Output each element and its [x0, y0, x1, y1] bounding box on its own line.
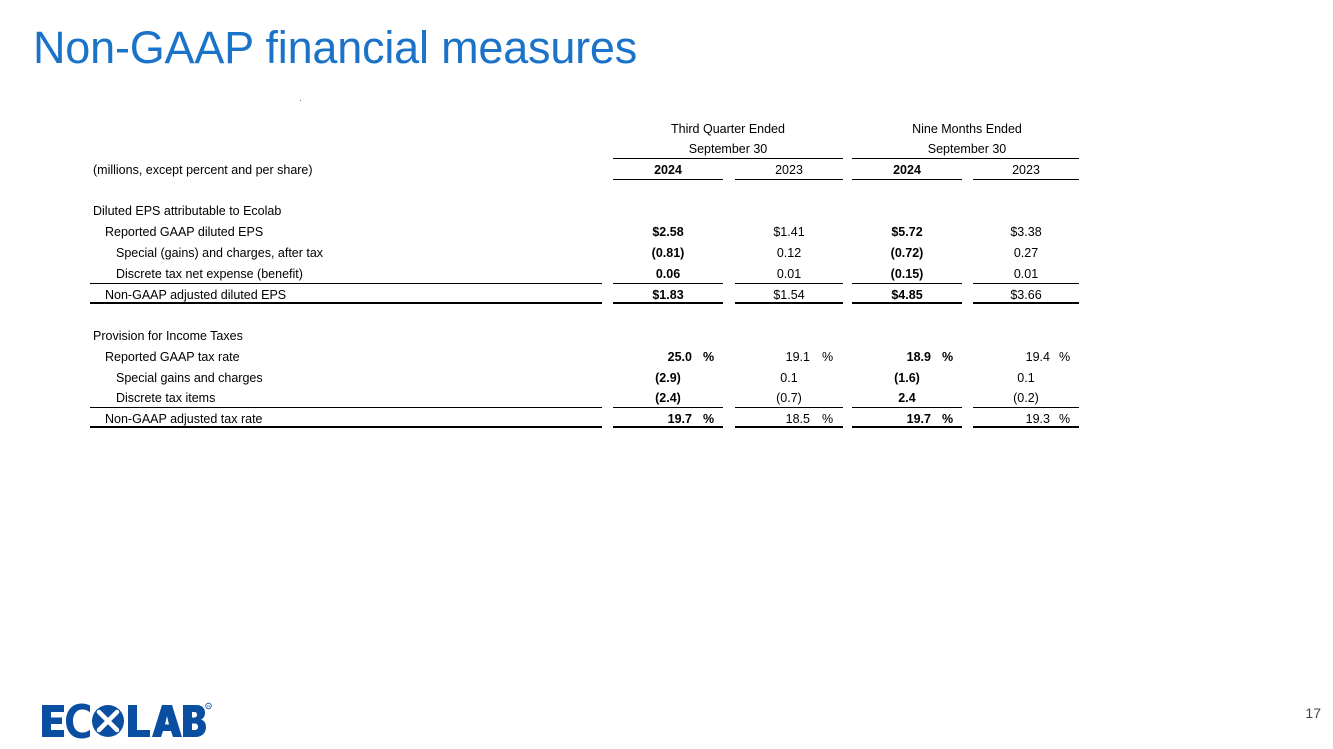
tax-row-1-pct1: %: [703, 350, 715, 364]
eps-subtotal-rule-1: [613, 283, 723, 284]
year-rule-3: [852, 179, 962, 180]
tax-row-1-v1: 25.0: [667, 350, 692, 364]
eps-total-rule-1: [613, 302, 723, 304]
tax-row-3-v1: (2.4): [655, 391, 681, 405]
eps-row-3-v4: 0.01: [1013, 267, 1039, 281]
tax-total-v1: 19.7: [667, 412, 692, 426]
tax-row-3-v2: (0.7): [776, 391, 802, 405]
eps-row-3-v3: (0.15): [890, 267, 924, 281]
tax-row-2-v4: 0.1: [1017, 371, 1035, 385]
eps-row-2-v4: 0.27: [1013, 246, 1039, 260]
eps-row-3-label: Discrete tax net expense (benefit): [116, 267, 303, 281]
eps-subtotal-rule-2: [735, 283, 843, 284]
tax-row-2-v3: (1.6): [894, 371, 920, 385]
tax-total-rule-3: [852, 426, 962, 428]
tax-total-pct1: %: [703, 412, 715, 426]
eps-subtotal-rule-4: [973, 283, 1079, 284]
tax-row-1-label: Reported GAAP tax rate: [105, 350, 240, 364]
tax-total-rule-4: [973, 426, 1079, 428]
group-header-q3-line2: September 30: [688, 142, 768, 156]
eps-total-label: Non-GAAP adjusted diluted EPS: [105, 288, 287, 302]
group-header-q3-line1: Third Quarter Ended: [671, 122, 785, 136]
year-rule-4: [973, 179, 1079, 180]
tax-total-v3: 19.7: [906, 412, 931, 426]
tax-row-1-pct4: %: [1059, 350, 1071, 364]
eps-row-2-v1: (0.81): [651, 246, 685, 260]
tax-row-1-v3: 18.9: [906, 350, 931, 364]
eps-total-v2: $1.54: [773, 288, 805, 302]
group-header-9m-line2: September 30: [927, 142, 1007, 156]
year-col-2: 2023: [775, 163, 803, 177]
tax-total-pct3: %: [942, 412, 954, 426]
tax-subtotal-rule-4: [973, 407, 1079, 408]
tax-subtotal-rule-2: [735, 407, 843, 408]
year-col-1: 2024: [654, 163, 682, 177]
eps-total-rule-3: [852, 302, 962, 304]
group-header-q3-rule: [613, 158, 843, 159]
tax-row-3-v4: (0.2): [1013, 391, 1039, 405]
year-rule-1: [613, 179, 723, 180]
eps-row-1-v2: $1.41: [773, 225, 805, 239]
tax-row-1-pct3: %: [942, 350, 954, 364]
eps-total-rule-4: [973, 302, 1079, 304]
eps-row-1-v1: $2.58: [652, 225, 684, 239]
eps-row-2-v2: 0.12: [776, 246, 802, 260]
year-rule-2: [735, 179, 843, 180]
tax-total-v4: 19.3: [1025, 412, 1050, 426]
decorative-dot: [300, 100, 301, 101]
year-col-3: 2024: [893, 163, 921, 177]
tax-row-2-v2: 0.1: [780, 371, 798, 385]
tax-total-pct2: %: [822, 412, 834, 426]
tax-total-rule-label: [90, 426, 602, 428]
tax-row-1-pct2: %: [822, 350, 834, 364]
tax-total-rule-2: [735, 426, 843, 428]
eps-row-2-label: Special (gains) and charges, after tax: [116, 246, 324, 260]
tax-row-3-v3: 2.4: [898, 391, 916, 405]
eps-row-1-label: Reported GAAP diluted EPS: [105, 225, 264, 239]
eps-subtotal-rule-3: [852, 283, 962, 284]
tax-row-2-label: Special gains and charges: [116, 371, 263, 385]
eps-total-v1: $1.83: [652, 288, 684, 302]
tax-subtotal-rule-label: [90, 407, 602, 408]
eps-row-1-v3: $5.72: [891, 225, 923, 239]
group-header-9m-line1: Nine Months Ended: [912, 122, 1022, 136]
eps-subtotal-rule-label: [90, 283, 602, 284]
eps-section-heading: Diluted EPS attributable to Ecolab: [93, 204, 282, 218]
tax-total-v2: 18.5: [785, 412, 810, 426]
tax-subtotal-rule-1: [613, 407, 723, 408]
svg-text:R: R: [207, 703, 211, 709]
page-title: Non-GAAP financial measures: [33, 22, 638, 73]
year-col-4: 2023: [1012, 163, 1040, 177]
tax-row-2-v1: (2.9): [655, 371, 681, 385]
tax-row-1-v4: 19.4: [1025, 350, 1050, 364]
tax-subtotal-rule-3: [852, 407, 962, 408]
tax-total-rule-1: [613, 426, 723, 428]
eps-row-1-v4: $3.38: [1010, 225, 1042, 239]
page-number: 17: [1305, 705, 1321, 721]
group-header-9m-rule: [852, 158, 1079, 159]
tax-total-pct4: %: [1059, 412, 1071, 426]
tax-row-1-v2: 19.1: [785, 350, 810, 364]
eps-row-2-v3: (0.72): [890, 246, 924, 260]
eps-total-rule-2: [735, 302, 843, 304]
units-label: (millions, except percent and per share): [93, 163, 313, 177]
eps-total-rule-label: [90, 302, 602, 304]
tax-total-label: Non-GAAP adjusted tax rate: [105, 412, 263, 426]
eps-row-3-v2: 0.01: [776, 267, 802, 281]
eps-total-v3: $4.85: [891, 288, 923, 302]
eps-row-3-v1: 0.06: [655, 267, 681, 281]
tax-row-3-label: Discrete tax items: [116, 391, 216, 405]
eps-total-v4: $3.66: [1010, 288, 1042, 302]
ecolab-logo: [40, 702, 212, 745]
tax-section-heading: Provision for Income Taxes: [93, 329, 243, 343]
